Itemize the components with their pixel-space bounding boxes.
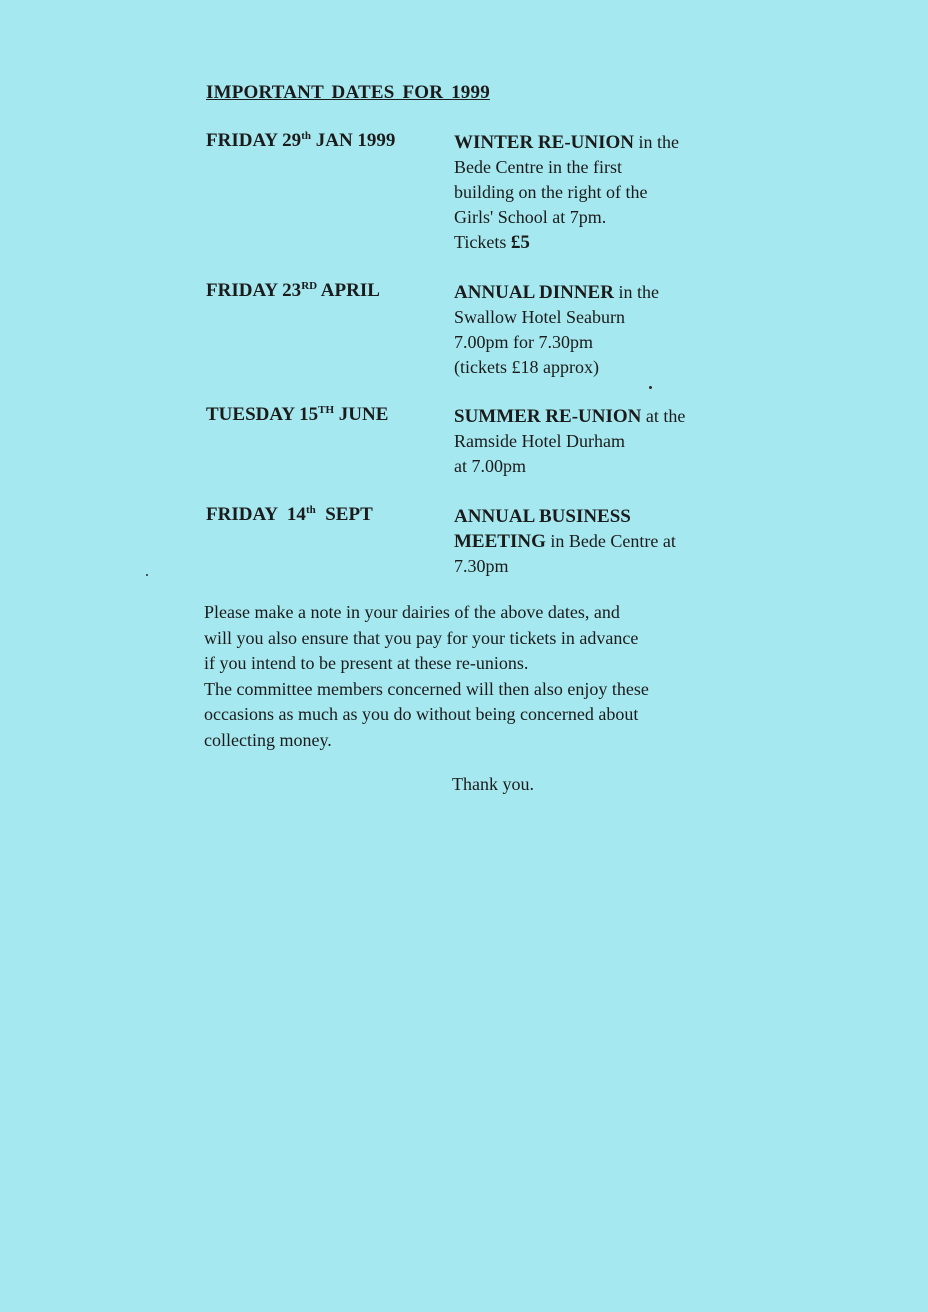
event-date-suffix: APRIL	[317, 280, 380, 301]
thank-you-text: Thank you.	[452, 774, 534, 794]
event-date-prefix: TUESDAY 15	[206, 404, 319, 425]
desc-line	[454, 305, 774, 330]
desc-text: Ramside Hotel Durham	[454, 431, 625, 451]
desc-text: at 7.00pm	[454, 456, 526, 476]
note-line: if you intend to be present at these re-unions.	[204, 653, 529, 674]
desc-text: 7.30pm	[454, 556, 509, 576]
desc-bold: ANNUAL BUSINESS	[454, 506, 631, 527]
desc-line	[454, 180, 774, 205]
event-date-prefix: FRIDAY 14	[206, 504, 306, 525]
scan-speck	[146, 574, 148, 576]
note-paragraph	[204, 600, 804, 754]
desc-line	[454, 230, 774, 255]
event-date-prefix: FRIDAY 23	[206, 280, 302, 301]
note-line: Please make a note in your dairies of the above dates, and	[204, 602, 620, 622]
desc-text: at the	[641, 406, 686, 426]
note-line: collecting money.	[204, 729, 332, 750]
note-line: will you also ensure that you pay for your tickets in advance	[204, 627, 639, 648]
desc-line	[454, 429, 774, 454]
desc-bold: SUMMER RE-UNION	[454, 406, 642, 427]
desc-text: building on the right of the	[454, 182, 648, 202]
desc-bold: ANNUAL DINNER	[454, 282, 614, 303]
desc-text: Tickets	[454, 232, 511, 252]
event-date	[206, 404, 388, 426]
desc-text: in the	[613, 282, 659, 302]
desc-line	[454, 280, 774, 305]
scan-speck	[649, 386, 652, 389]
event-date-suffix: JAN 1999	[310, 130, 396, 151]
desc-line	[454, 404, 774, 429]
desc-line	[454, 504, 774, 529]
desc-text: in Bede Centre at	[545, 531, 676, 551]
event-date-ordinal: th	[301, 130, 311, 142]
desc-line	[454, 355, 774, 380]
event-description	[454, 280, 774, 380]
desc-text: Swallow Hotel Seaburn	[454, 307, 625, 327]
event-date-suffix: JUNE	[334, 404, 389, 425]
desc-text: 7.00pm for 7.30pm	[454, 332, 593, 352]
desc-line	[454, 205, 774, 230]
desc-bold: WINTER RE-UNION	[454, 132, 634, 153]
event-description	[454, 404, 774, 479]
desc-bold: MEETING	[454, 531, 546, 552]
event-date-ordinal: RD	[301, 280, 318, 292]
note-line: The committee members concerned will then also enjoy these	[204, 678, 649, 699]
event-date-ordinal: th	[305, 504, 316, 516]
desc-line	[454, 529, 774, 554]
desc-line	[454, 130, 774, 155]
document-title: IMPORTANT DATES FOR 1999	[206, 82, 490, 103]
event-description	[454, 504, 774, 579]
desc-text: in the	[634, 132, 679, 152]
event-description	[454, 130, 774, 255]
desc-text: (tickets £18 approx)	[454, 357, 599, 377]
desc-line	[454, 554, 774, 579]
event-date-suffix: SEPT	[315, 504, 373, 525]
desc-text: Bede Centre in the first	[454, 157, 622, 177]
desc-line	[454, 454, 774, 479]
event-date	[206, 504, 373, 526]
desc-text: Girls' School at 7pm.	[454, 207, 607, 227]
ticket-price: £5	[510, 232, 530, 253]
event-date	[206, 130, 395, 152]
desc-line	[454, 330, 774, 355]
event-date	[206, 280, 380, 302]
desc-line	[454, 155, 774, 180]
note-line: occasions as much as you do without being concerned about	[204, 704, 639, 725]
event-date-prefix: FRIDAY 29	[206, 130, 302, 151]
event-date-ordinal: TH	[318, 404, 335, 416]
